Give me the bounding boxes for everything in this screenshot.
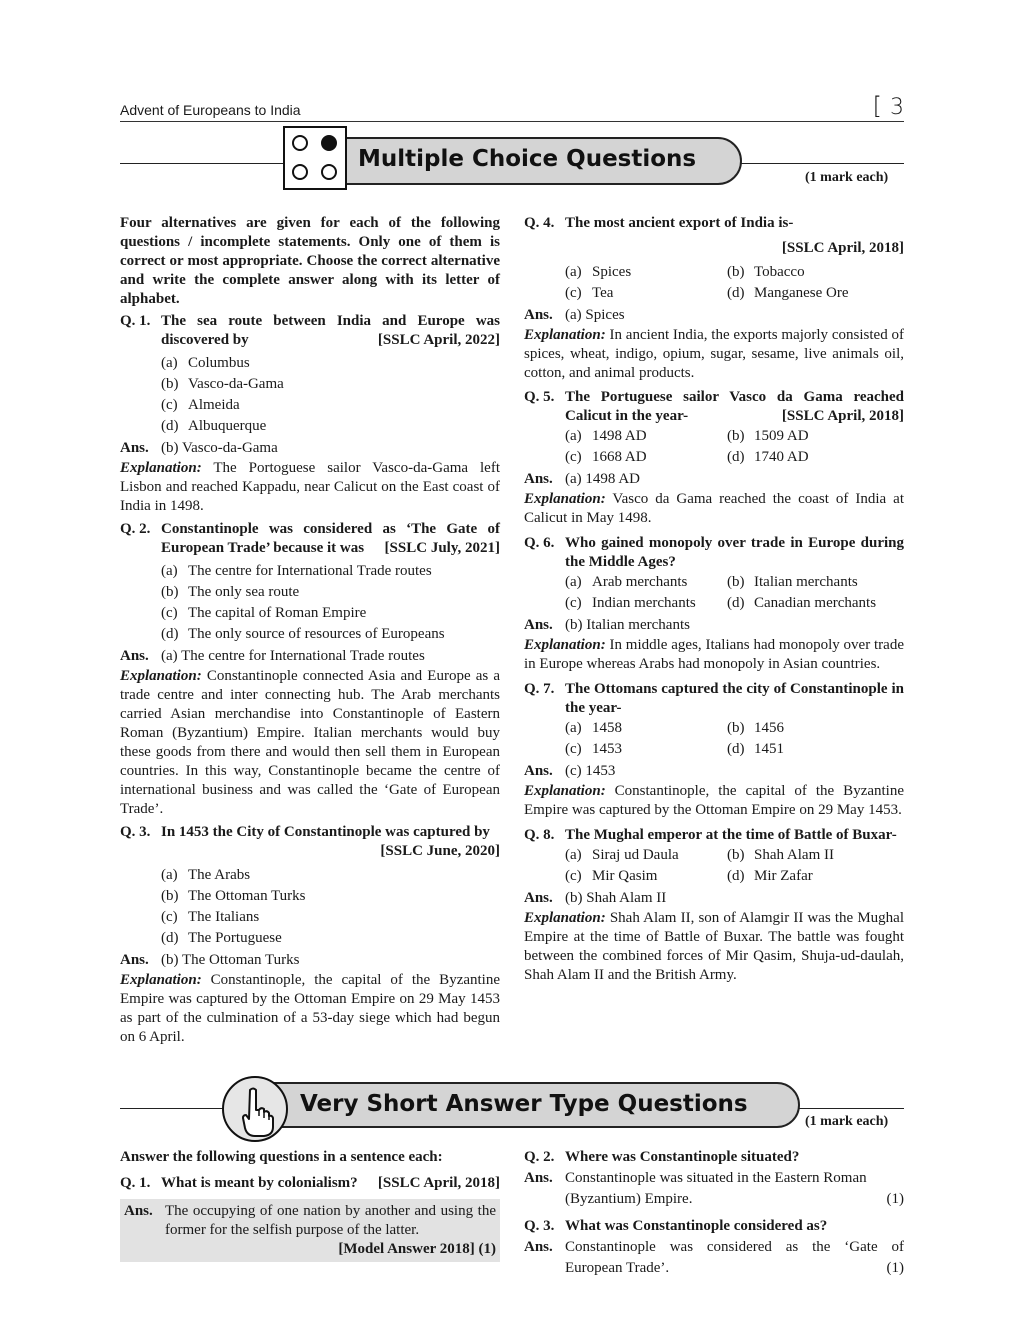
answer: (b) Italian merchants [565, 617, 690, 633]
question-source: [SSLC April, 2018] [781, 408, 904, 424]
question-2: Q. 2. Constantinople was considered as ‘The Gate of European Trade’ because it was [SSLC July, 2021] (a) The centre for International Trade routes (b) The only sea route (c) The capital of Roman Empire (d) The only source of resources of Europeans Ans. (a) The centre for International Trade routes Explanation: Constantinople connected Asia and Europe as a trade centre and inter connecting hub. The Arab merchants carried Asian merchandise into Constantinople of Eastern Roman (Byzantium) Empire. Italian merchants would buy these goods from there and would then sell them in European countries. In this way, Constantinople became the centre of international business and was called the ‘Gate of European Trade’. [120, 521, 501, 817]
question-source: [SSLC April, 2018] [781, 240, 904, 256]
question-6: Q. 6. Who gained monopoly over trade in Europe during the Middle Ages? (a) Arab merchants (b) Italian merchants (c) Indian merchants (d) Canadian merchants Ans. (b) Italian merchants Explanation: In middle ages, Italians had monopoly over trade in Europe whereas Arabs had monopoly in Asian countries. [524, 535, 904, 672]
pointing-hand-icon [222, 1076, 288, 1142]
page-bracket: [ [872, 92, 882, 120]
vsa-right-column [524, 1148, 904, 1279]
question-source: [SSLC June, 2020] [380, 843, 500, 859]
mcq-banner [330, 137, 742, 185]
vsa-left-column [120, 1148, 500, 1262]
question-1: Q. 1. The sea route between India and Europe was discovered by [SSLC April, 2022] (a) Columbus (b) Vasco-da-Gama (c) Almeida (d) Albuquerque Ans. (b) Vasco-da-Gama Explanation: The Portoguese sailor Vasco-da-Gama left Lisbon and reached Kappadu, near Calicut on the East coast of India in 1498. [120, 313, 500, 514]
question-source: [SSLC July, 2021] [384, 540, 500, 556]
vsa-question-1: Q. 1. What is meant by colonialism? [SSLC April, 2018] Ans. The occupying of one nation by another and using the former for the selfish purpose of the latter. [Model Answer 2018] (1) [120, 1174, 500, 1262]
vsa-question-2: Q. 2. Where was Constantinople situated? Ans. Constantinople was situated in the Eastern Roman (Byzantium) Empire. (1) [524, 1149, 904, 1207]
answer: (a) The centre for International Trade routes [161, 648, 425, 664]
question-5: Q. 5. The Portuguese sailor Vasco da Gama reached Calicut in the year- [SSLC April, 2018] (a) 1498 AD (b) 1509 AD (c) 1668 AD (d) 1740 AD Ans. (a) 1498 AD Explanation: Vasco da Gama reached the coast of India at Calicut in May 1498. [524, 389, 904, 526]
vsa-marks: (1 mark each) [805, 1114, 889, 1129]
answer: (b) Shah Alam II [565, 890, 667, 906]
mcq-intro: Four alternatives are given for each of the following questions / incomplete statements. Only one of them is correct or most appropriate. Choose the correct alternative and write the complete answer along with its letter of alphabet. [120, 215, 500, 307]
answer: (a) Spices [565, 307, 625, 323]
vsa-intro: Answer the following questions in a sentence each: [120, 1149, 443, 1165]
answer: (a) 1498 AD [565, 471, 640, 487]
header-rule [120, 121, 904, 122]
question-4: Q. 4. The most ancient export of India is- [SSLC April, 2018] (a) Spices (b) Tobacco (c) Tea (d) Manganese Ore Ans. (a) Spices Explanation: In ancient India, the exports majorly consisted of spices, wheat, indigo, opium, sugar, sesame, live animals oil, cotton, and animal products. [524, 215, 904, 381]
mcq-title: Multiple Choice Questions [358, 146, 697, 172]
vsa-title: Very Short Answer Type Questions [300, 1091, 748, 1117]
answer: (b) Vasco-da-Gama [161, 440, 278, 456]
answer: (c) 1453 [565, 763, 616, 779]
mcq-left-column [120, 214, 500, 1047]
question-source: [SSLC April, 2022] [377, 332, 500, 348]
four-circles-icon [283, 126, 347, 190]
mcq-right-column [524, 214, 904, 985]
page-number: 3 [890, 95, 904, 120]
mcq-marks: (1 mark each) [805, 170, 889, 185]
answer-box: Ans. The occupying of one nation by another and using the former for the selfish purpose of the latter. [Model Answer 2018] (1) [120, 1199, 500, 1262]
question-source: [SSLC April, 2018] [377, 1175, 500, 1191]
running-head: Advent of Europeans to India [120, 102, 301, 118]
vsa-banner [262, 1082, 800, 1128]
answer: (b) The Ottoman Turks [161, 952, 300, 968]
vsa-question-3: Q. 3. What was Constantinople considered as? Ans. Constantinople was considered as the ‘Gate of European Trade’. (1) [524, 1218, 904, 1276]
question-8: Q. 8. The Mughal emperor at the time of Battle of Buxar- (a) Siraj ud Daula (b) Shah Alam II (c) Mir Qasim (d) Mir Zafar Ans. (b) Shah Alam II Explanation: Shah Alam II, son of Alamgir II was the Mughal Empire at the time of Battle of Buxar. The battle was fought between the combined forces of Mir Qasim, Shuja-ud-daulah, Shah Alam II and the British Army. [524, 827, 905, 983]
question-7: Q. 7. The Ottomans captured the city of Constantinople in the year- (a) 1458 (b) 1456 (c) 1453 (d) 1451 Ans. (c) 1453 Explanation: Constantinople, the capital of the Byzantine Empire was captured by the Ottoman Empire on 29 May 1453. [524, 681, 904, 818]
question-3: Q. 3. In 1453 the City of Constantinople was captured by [SSLC June, 2020] (a) The Arabs (b) The Ottoman Turks (c) The Italians (d) The Portuguese Ans. (b) The Ottoman Turks Explanation: Constantinople, the capital of the Byzantine Empire was captured by the Ottoman Empire on 29 May 1453 as part of the culmination of a 53-day siege which had begun on 6 April. [120, 824, 500, 1045]
